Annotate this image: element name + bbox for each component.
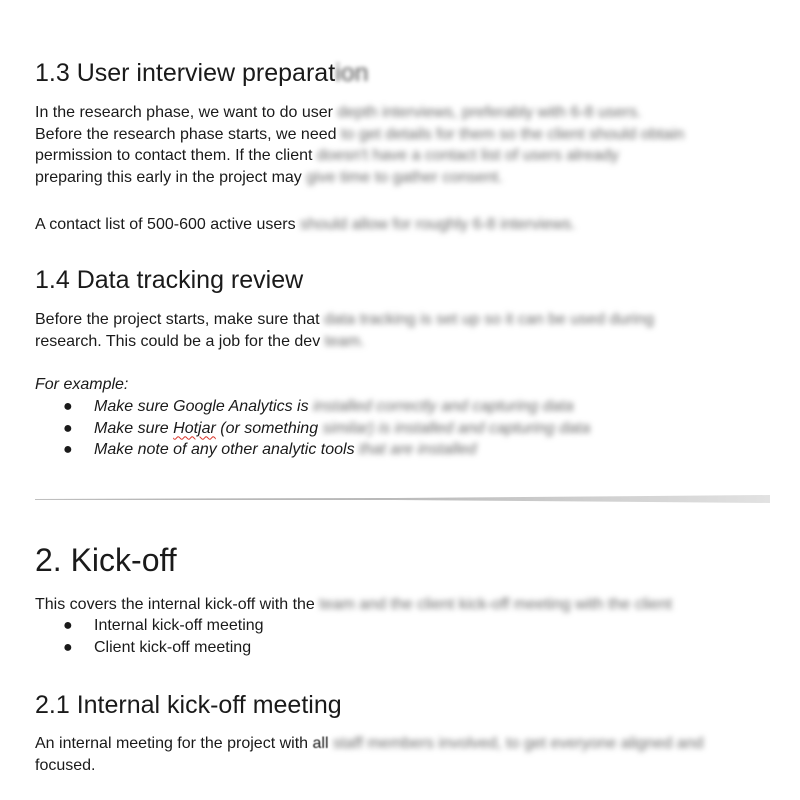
item-text: (or something <box>215 419 323 437</box>
item-text-blurred: similar) is installed and capturing data <box>322 419 591 437</box>
line-text-blurred: to get details for them so the client should obtain <box>340 125 685 143</box>
bullet-icon: ● <box>63 638 73 656</box>
line-text: In the research phase, we want to do user <box>35 104 338 121</box>
line-text-blurred: team. <box>324 332 365 350</box>
line-text-blurred: doesn't have a contact list of users already <box>316 147 619 164</box>
paragraph-line <box>35 124 775 146</box>
bullet-icon: ● <box>63 398 73 415</box>
item-text: Make note of any other analytic tools <box>94 441 360 458</box>
bullet-icon: ● <box>63 441 73 458</box>
bullet-icon: ● <box>63 419 73 437</box>
line-text: This covers the internal kick-off with the <box>35 596 320 613</box>
heading-text: 1.3 User interview preparat <box>35 59 336 87</box>
item-text: Make sure <box>94 419 174 437</box>
bullet-icon: ● <box>63 617 73 634</box>
heading-text-blurred: ion <box>335 59 369 87</box>
paragraph-line <box>35 167 775 189</box>
item-text: Make sure Google Analytics is <box>94 398 314 415</box>
contact-list-line <box>35 214 775 236</box>
misspelled-word[interactable]: Hotjar <box>173 419 216 437</box>
section-2-intro <box>35 594 775 616</box>
example-label: For example: <box>35 376 129 393</box>
section-1-4-heading: 1.4 Data tracking review <box>35 266 304 294</box>
paragraph-line <box>35 309 775 331</box>
paragraph-line: focused. <box>35 756 96 774</box>
line-text: preparing this early in the project may <box>35 168 307 186</box>
section-2-1-heading: 2.1 Internal kick-off meeting <box>35 691 342 719</box>
paragraph-line <box>35 331 775 353</box>
item-text: Client kick-off meeting <box>94 638 252 656</box>
line-text-blurred: should allow for roughly 6-8 interviews. <box>300 216 576 233</box>
line-text-blurred: team and the client kick-off meeting with the client <box>319 596 673 613</box>
line-text-blurred: depth interviews, preferably with 6-8 users. <box>337 104 642 121</box>
line-text-blurred: staff members involved, to get everyone aligned and <box>328 735 704 752</box>
example-bullet-list <box>35 396 775 461</box>
section-2-heading: 2. Kick-off <box>35 542 177 578</box>
line-text-soft: all <box>312 735 329 752</box>
line-text-blurred: give time to gather consent. <box>306 168 503 186</box>
paragraph-line <box>35 102 775 124</box>
list-item <box>35 418 775 440</box>
line-text: research. This could be a job for the dev <box>35 332 325 350</box>
paragraph-line <box>35 733 775 755</box>
list-item <box>35 439 775 461</box>
item-text-blurred: that are installed <box>359 441 477 458</box>
line-text-blurred: data tracking is set up so it can be used during <box>324 311 655 328</box>
section-1-3-paragraph <box>35 102 775 188</box>
line-text: An internal meeting for the project with <box>35 735 313 752</box>
line-text: Before the research phase starts, we need <box>35 125 341 143</box>
section-divider <box>35 495 770 503</box>
list-item <box>35 615 775 637</box>
section-1-3-heading <box>35 58 369 88</box>
kickoff-bullet-list <box>35 615 775 658</box>
line-text: Before the project starts, make sure that <box>35 311 325 328</box>
section-2-1-paragraph <box>35 733 775 776</box>
line-text: permission to contact them. If the client <box>35 147 317 164</box>
item-text-blurred: installed correctly and capturing data <box>313 398 574 415</box>
list-item <box>35 637 775 659</box>
list-item <box>35 396 775 418</box>
section-1-4-paragraph <box>35 309 775 352</box>
item-text: Internal kick-off meeting <box>94 617 264 634</box>
line-text: A contact list of 500-600 active users <box>35 216 301 233</box>
paragraph-line <box>35 145 775 167</box>
